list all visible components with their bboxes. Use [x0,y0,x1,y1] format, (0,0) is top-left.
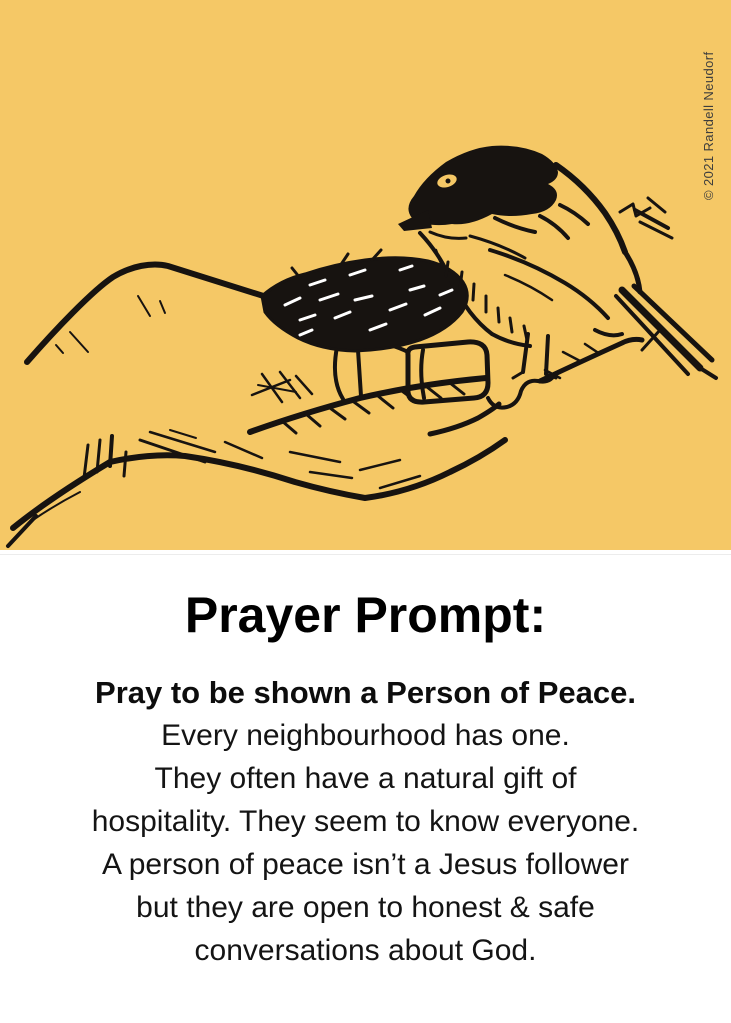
prayer-line: They often have a natural gift of [154,762,577,795]
prayer-line: but they are open to honest & safe [136,891,595,924]
panel-divider [0,554,731,555]
prayer-line: hospitality. They seem to know everyone. [91,805,640,838]
page-title: Prayer Prompt: [184,587,547,643]
prayer-line: conversations about God. [194,934,537,967]
copyright-text: © 2021 Randell Neudorf [701,51,716,200]
prayer-text [0,671,731,972]
prayer-line: A person of peace isn’t a Jesus follower [102,848,629,881]
prayer-line: Every neighbourhood has one. [161,719,570,752]
prayer-line: Pray to be shown a Person of Peace. [95,675,636,710]
caption-section [0,589,731,972]
